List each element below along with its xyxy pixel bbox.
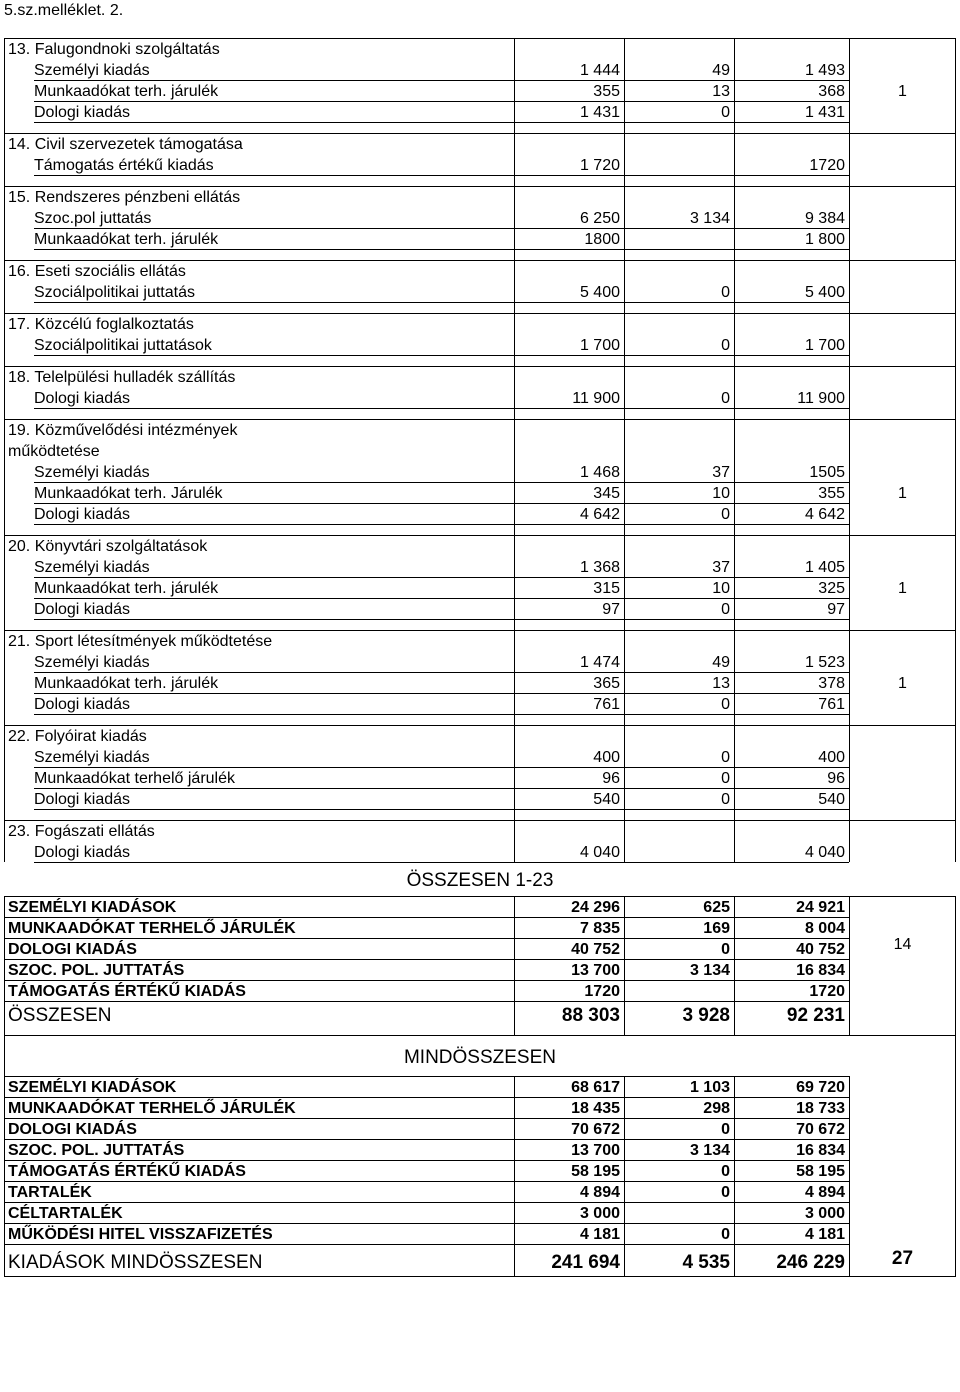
value-cell: 3 134 (689, 210, 730, 227)
section-header: 15. Rendszeres pénzbeni ellátás (8, 189, 241, 206)
section-header: 17. Közcélú foglalkoztatás (8, 316, 194, 333)
row-line (34, 619, 849, 620)
row-label: Dologi kiadás (34, 791, 131, 808)
value-cell: 37 (712, 464, 730, 481)
table-border-left (4, 1035, 5, 1276)
summary-value: 58 195 (796, 1163, 845, 1180)
row-label: Személyi kiadás (34, 749, 150, 766)
value-cell: 355 (818, 485, 845, 502)
value-cell: 10 (712, 580, 730, 597)
value-cell: 4 040 (804, 844, 845, 861)
value-cell: 325 (818, 580, 845, 597)
total-value: 88 303 (561, 1005, 620, 1026)
row-label: Dologi kiadás (34, 844, 131, 861)
summary-value: 3 134 (689, 1142, 730, 1159)
value-cell: 6 250 (579, 210, 620, 227)
summary-border (4, 1035, 956, 1036)
summary-label: SZEMÉLYI KIADÁSOK (8, 899, 177, 916)
section-header: 23. Fogászati ellátás (8, 823, 155, 840)
section-header: 13. Falugondnoki szolgáltatás (8, 41, 220, 58)
value-cell: 365 (593, 675, 620, 692)
row-line (34, 355, 849, 356)
section-header: 20. Könyvtári szolgáltatások (8, 538, 208, 555)
side-value: 1 (898, 580, 907, 597)
col-divider (624, 896, 625, 1035)
summary-value: 4 181 (804, 1226, 845, 1243)
summary-value: 40 752 (571, 941, 620, 958)
row-label: Munkaadókat terh. Járulék (34, 485, 223, 502)
table-border-right (955, 1035, 956, 1276)
summary-value: 0 (721, 1226, 730, 1243)
value-cell: 1 700 (804, 337, 845, 354)
summary-value: 1720 (584, 983, 620, 1000)
section-header: 19. Közművelődési intézmények (8, 422, 238, 439)
total-value: 3 928 (682, 1005, 730, 1026)
summary-value: 68 617 (571, 1079, 620, 1096)
side-value: 27 (891, 1248, 914, 1269)
row-label: Dologi kiadás (34, 390, 131, 407)
row-line (4, 1001, 849, 1002)
summary-label: SZOC. POL. JUTTATÁS (8, 962, 185, 979)
row-label: Személyi kiadás (34, 654, 150, 671)
value-cell: 0 (721, 337, 730, 354)
value-cell: 1 474 (579, 654, 620, 671)
summary-value: 8 004 (804, 920, 845, 937)
row-line (34, 175, 849, 176)
row-label: Munkaadókat terh. járulék (34, 580, 219, 597)
summary-value: 13 700 (571, 1142, 620, 1159)
row-label: Dologi kiadás (34, 104, 131, 121)
summary-label: DOLOGI KIADÁS (8, 941, 137, 958)
value-cell: 9 384 (804, 210, 845, 227)
row-line (34, 862, 849, 863)
summary-value: 1720 (809, 983, 845, 1000)
value-cell: 96 (602, 770, 620, 787)
value-cell: 0 (721, 390, 730, 407)
table-border-bottom (4, 1276, 956, 1277)
value-cell: 378 (818, 675, 845, 692)
col-divider (849, 1076, 850, 1276)
value-cell: 1 523 (804, 654, 845, 671)
summary-value: 7 835 (579, 920, 620, 937)
value-cell: 0 (721, 791, 730, 808)
summary-label: MUNKAADÓKAT TERHELŐ JÁRULÉK (8, 920, 296, 937)
summary-value: 0 (721, 1121, 730, 1138)
value-cell: 96 (827, 770, 845, 787)
col-divider (514, 38, 515, 862)
row-line (4, 1202, 849, 1203)
total-value: 246 229 (776, 1252, 845, 1273)
row-label: Személyi kiadás (34, 464, 150, 481)
value-cell: 1 800 (804, 231, 845, 248)
value-cell: 1 720 (579, 157, 620, 174)
row-label: Támogatás értékű kiadás (34, 157, 214, 174)
row-line (4, 1244, 849, 1245)
section-header: 14. Civil szervezetek támogatása (8, 136, 243, 153)
summary-value: 24 296 (571, 899, 620, 916)
col-divider (514, 1076, 515, 1276)
value-cell: 355 (593, 83, 620, 100)
summary-value: 4 894 (579, 1184, 620, 1201)
value-cell: 0 (721, 506, 730, 523)
summary-value: 16 834 (796, 962, 845, 979)
row-label: Személyi kiadás (34, 559, 150, 576)
total-label: KIADÁSOK MINDÖSSZESEN (8, 1252, 263, 1273)
value-cell: 368 (818, 83, 845, 100)
summary-value: 3 134 (689, 962, 730, 979)
row-line (34, 524, 849, 525)
side-value: 1 (898, 83, 907, 100)
value-cell: 400 (818, 749, 845, 766)
col-divider (849, 896, 850, 1035)
row-label: Dologi kiadás (34, 696, 131, 713)
row-label: Munkaadókat terh. járulék (34, 83, 219, 100)
summary-value: 24 921 (796, 899, 845, 916)
value-cell: 97 (602, 601, 620, 618)
total-label: ÖSSZESEN (8, 1005, 112, 1026)
value-cell: 4 642 (804, 506, 845, 523)
summary-label: CÉLTARTALÉK (8, 1205, 123, 1222)
value-cell: 10 (712, 485, 730, 502)
value-cell: 0 (721, 601, 730, 618)
value-cell: 49 (712, 62, 730, 79)
row-line (34, 249, 849, 250)
value-cell: 5 400 (804, 284, 845, 301)
col-divider (514, 896, 515, 1035)
summary-value: 0 (721, 1163, 730, 1180)
value-cell: 11 900 (797, 390, 845, 407)
summary-value: 298 (703, 1100, 730, 1117)
value-cell: 345 (593, 485, 620, 502)
col-divider (734, 1076, 735, 1276)
summary-value: 0 (721, 941, 730, 958)
summary-value: 3 000 (804, 1205, 845, 1222)
side-value: 1 (898, 675, 907, 692)
summary-label: DOLOGI KIADÁS (8, 1121, 137, 1138)
value-cell: 1720 (809, 157, 845, 174)
section-header: 18. Telelpülési hulladék szállítás (8, 369, 236, 386)
summary-value: 625 (703, 899, 730, 916)
col-divider (624, 38, 625, 862)
value-cell: 1 493 (804, 62, 845, 79)
summary-value: 16 834 (796, 1142, 845, 1159)
row-line (34, 714, 849, 715)
total-value: 241 694 (551, 1252, 620, 1273)
value-cell: 400 (593, 749, 620, 766)
row-label: Dologi kiadás (34, 506, 131, 523)
summary-label: SZOC. POL. JUTTATÁS (8, 1142, 185, 1159)
value-cell: 1 468 (579, 464, 620, 481)
section-divider (4, 725, 956, 726)
col-divider (849, 38, 850, 862)
summary-value: 4 894 (804, 1184, 845, 1201)
total-value: 92 231 (786, 1005, 845, 1026)
summary-value: 70 672 (571, 1121, 620, 1138)
value-cell: 761 (818, 696, 845, 713)
value-cell: 1800 (584, 231, 620, 248)
col-divider (734, 38, 735, 862)
value-cell: 1 431 (579, 104, 620, 121)
value-cell: 4 040 (579, 844, 620, 861)
side-value: 14 (893, 936, 912, 953)
summary-label: TARTALÉK (8, 1184, 92, 1201)
value-cell: 0 (721, 770, 730, 787)
value-cell: 49 (712, 654, 730, 671)
summary-value: 18 435 (571, 1100, 620, 1117)
total-value: 4 535 (682, 1252, 730, 1273)
summary-value: 18 733 (796, 1100, 845, 1117)
col-divider (624, 1076, 625, 1276)
summary-value: 13 700 (571, 962, 620, 979)
summary-label: TÁMOGATÁS ÉRTÉKŰ KIADÁS (8, 1163, 246, 1180)
row-label: Szociálpolitikai juttatások (34, 337, 212, 354)
section-header: 22. Folyóirat kiadás (8, 728, 147, 745)
value-cell: 761 (593, 696, 620, 713)
value-cell: 37 (712, 559, 730, 576)
row-label: Szoc.pol juttatás (34, 210, 152, 227)
row-label: Dologi kiadás (34, 601, 131, 618)
table-border-right (955, 38, 956, 862)
value-cell: 0 (721, 696, 730, 713)
col-divider (4, 896, 5, 1035)
value-cell: 13 (712, 675, 730, 692)
summary-heading: MINDÖSSZESEN (403, 1047, 557, 1068)
row-line (34, 302, 849, 303)
value-cell: 540 (818, 791, 845, 808)
value-cell: 315 (593, 580, 620, 597)
value-cell: 1 405 (804, 559, 845, 576)
value-cell: 11 900 (572, 390, 620, 407)
table-border-right (955, 896, 956, 1035)
value-cell: 0 (721, 104, 730, 121)
row-label: Munkaadókat terh. járulék (34, 675, 219, 692)
value-cell: 1 700 (579, 337, 620, 354)
summary-heading: ÖSSZESEN 1-23 (406, 870, 554, 891)
summary-label: MUNKAADÓKAT TERHELŐ JÁRULÉK (8, 1100, 296, 1117)
row-label: Munkaadókat terh. járulék (34, 231, 219, 248)
value-cell: 5 400 (579, 284, 620, 301)
summary-value: 0 (721, 1184, 730, 1201)
row-label: Szociálpolitikai juttatás (34, 284, 195, 301)
row-label: Munkaadókat terhelő járulék (34, 770, 236, 787)
col-divider (734, 896, 735, 1035)
value-cell: 540 (593, 791, 620, 808)
side-value: 1 (898, 485, 907, 502)
value-cell: 4 642 (579, 506, 620, 523)
section-header: 21. Sport létesítmények működtetése (8, 633, 273, 650)
page-title: 5.sz.melléklet. 2. (4, 2, 124, 19)
summary-value: 69 720 (796, 1079, 845, 1096)
summary-value: 58 195 (571, 1163, 620, 1180)
value-cell: 1505 (809, 464, 845, 481)
value-cell: 13 (712, 83, 730, 100)
summary-label: MŰKÖDÉSI HITEL VISSZAFIZETÉS (8, 1226, 273, 1243)
summary-value: 40 752 (796, 941, 845, 958)
row-label: Személyi kiadás (34, 62, 150, 79)
value-cell: 1 431 (804, 104, 845, 121)
section-header: működtetése (8, 443, 100, 460)
value-cell: 0 (721, 284, 730, 301)
section-header: 16. Eseti szociális ellátás (8, 263, 186, 280)
summary-value: 1 103 (689, 1079, 730, 1096)
summary-label: TÁMOGATÁS ÉRTÉKŰ KIADÁS (8, 983, 246, 1000)
row-line (34, 122, 849, 123)
summary-value: 169 (703, 920, 730, 937)
value-cell: 97 (827, 601, 845, 618)
table-border-left (4, 38, 5, 862)
row-line (34, 408, 849, 409)
summary-label: SZEMÉLYI KIADÁSOK (8, 1079, 177, 1096)
summary-value: 70 672 (796, 1121, 845, 1138)
summary-value: 4 181 (579, 1226, 620, 1243)
summary-value: 3 000 (579, 1205, 620, 1222)
row-line (34, 809, 849, 810)
value-cell: 1 368 (579, 559, 620, 576)
value-cell: 1 444 (579, 62, 620, 79)
value-cell: 0 (721, 749, 730, 766)
